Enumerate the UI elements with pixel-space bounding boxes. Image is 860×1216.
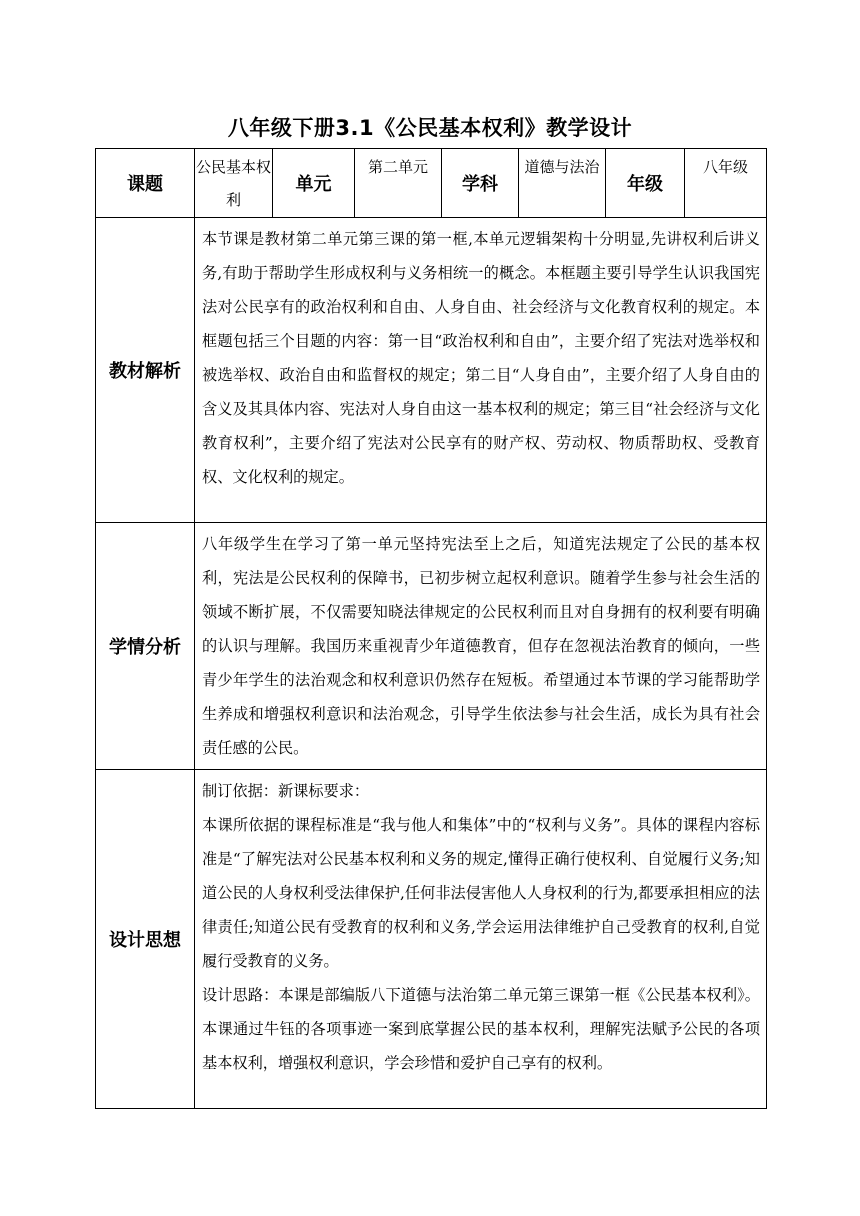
section-label: 学情分析 <box>96 523 195 770</box>
subject-label: 学科 <box>442 149 519 218</box>
grade-value: 八年级 <box>685 149 767 218</box>
header-row <box>96 149 767 218</box>
section-row-learner-analysis <box>96 523 767 770</box>
section-label: 教材解析 <box>96 218 195 523</box>
section-paragraph: 本课所依据的课程标准是“我与他人和集体”中的“权利与义务”。具体的课程内容标准是“了解宪法对公民基本权利和义务的规定,懂得正确行使权利、自觉履行义务;知道公民的人身权利受法律保护,任何非法侵害他人人身权利的行为,都要承担相应的法律责任;知道公民有受教育的权利和义务,学会运用法律维护自己受教育的权利,自觉履行受教育的义务。 <box>202 816 760 970</box>
section-content <box>195 218 767 523</box>
topic-value: 公民基本权利 <box>195 149 273 218</box>
subject-value: 道德与法治 <box>519 149 606 218</box>
section-paragraph: 设计思路：本课是部编版八下道德与法治第二单元第三课第一框《公民基本权利》。本课通过牛钰的各项事迹一案到底掌握公民的基本权利，理解宪法赋予公民的各项基本权利，增强权利意识，学会珍惜和爱护自己享有的权利。 <box>202 986 760 1072</box>
section-row-design-thinking <box>96 770 767 1109</box>
section-row-textbook-analysis <box>96 218 767 523</box>
section-paragraph: 八年级学生在学习了第一单元坚持宪法至上之后，知道宪法规定了公民的基本权利，宪法是公民权利的保障书，已初步树立起权利意识。随着学生参与社会生活的领域不断扩展，不仅需要知晓法律规定的公民权利而且对自身拥有的权利要有明确的认识与理解。我国历来重视青少年道德教育，但存在忽视法治教育的倾向，一些青少年学生的法治观念和权利意识仍然存在短板。希望通过本节课的学习能帮助学生养成和增强权利意识和法治观念，引导学生依法参与社会生活，成长为具有社会责任感的公民。 <box>202 535 760 757</box>
section-paragraph: 本节课是教材第二单元第三课的第一框,本单元逻辑架构十分明显,先讲权利后讲义务,有助于帮助学生形成权利与义务相统一的概念。本框题主要引导学生认识我国宪法对公民享有的政治权利和自由、人身自由、社会经济与文化教育权利的规定。本框题包括三个目题的内容：第一目“政治权利和自由”，主要介绍了宪法对选举权和被选举权、政治自由和监督权的规定；第二目“人身自由”，主要介绍了人身自由的含义及其具体内容、宪法对人身自由这一基本权利的规定；第三目“社会经济与文化教育权利”，主要介绍了宪法对公民享有的财产权、劳动权、物质帮助权、受教育权、文化权利的规定。 <box>202 230 760 486</box>
section-content <box>195 770 767 1109</box>
unit-label: 单元 <box>273 149 355 218</box>
topic-label: 课题 <box>96 149 195 218</box>
unit-value: 第二单元 <box>355 149 442 218</box>
grade-label: 年级 <box>606 149 685 218</box>
section-paragraph: 制订依据：新课标要求： <box>202 782 370 800</box>
lesson-plan-table <box>95 148 767 1109</box>
document-title: 八年级下册3.1《公民基本权利》教学设计 <box>227 116 633 140</box>
section-content <box>195 523 767 770</box>
section-label: 设计思想 <box>96 770 195 1109</box>
